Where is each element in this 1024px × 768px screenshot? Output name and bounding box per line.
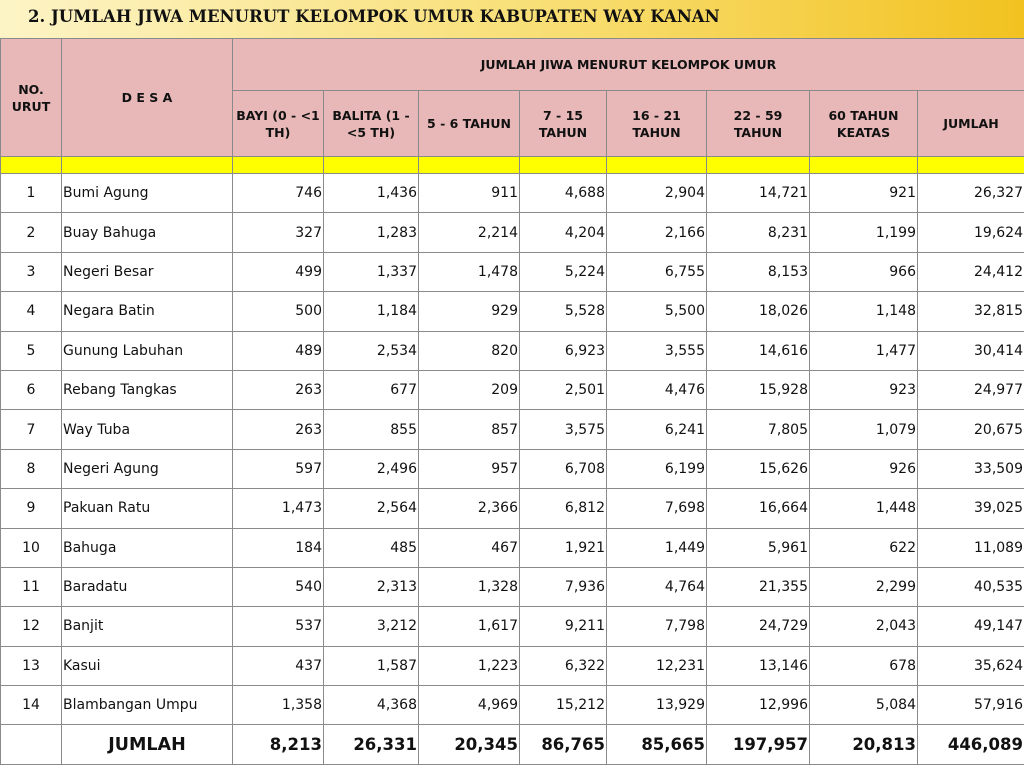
- cell-value: 6,708: [520, 449, 607, 488]
- cell-value: 5,961: [707, 528, 810, 567]
- desa-name: Kasui: [62, 646, 233, 685]
- cell-value: 6,322: [520, 646, 607, 685]
- cell-value: 4,368: [324, 686, 419, 725]
- cell-value: 2,501: [520, 370, 607, 409]
- cell-value: 14,721: [707, 174, 810, 213]
- cell-value: 15,928: [707, 370, 810, 409]
- table-row: [1, 252, 1024, 291]
- table-row: [1, 449, 1024, 488]
- cell-value: 677: [324, 370, 419, 409]
- table-row: [1, 213, 1024, 252]
- cell-value: 15,626: [707, 449, 810, 488]
- cell-value: 499: [233, 252, 324, 291]
- cell-value: 32,815: [918, 292, 1024, 331]
- cell-value: 1,079: [810, 410, 918, 449]
- cell-value: 6,923: [520, 331, 607, 370]
- cell-value: 1,148: [810, 292, 918, 331]
- table-row: [1, 331, 1024, 370]
- cell-value: 9,211: [520, 607, 607, 646]
- desa-name: Negara Batin: [62, 292, 233, 331]
- total-value: 8,213: [233, 725, 324, 765]
- cell-value: 8,153: [707, 252, 810, 291]
- cell-value: 24,729: [707, 607, 810, 646]
- desa-name: Baradatu: [62, 567, 233, 606]
- cell-value: 13,146: [707, 646, 810, 685]
- cell-value: 678: [810, 646, 918, 685]
- table-row: [1, 646, 1024, 685]
- cell-value: 39,025: [918, 489, 1024, 528]
- cell-value: 12,231: [607, 646, 707, 685]
- cell-value: 2,043: [810, 607, 918, 646]
- cell-value: 7,698: [607, 489, 707, 528]
- cell-value: 263: [233, 370, 324, 409]
- total-value: 20,345: [419, 725, 520, 765]
- row-number: 8: [1, 449, 62, 488]
- cell-value: 49,147: [918, 607, 1024, 646]
- total-label: JUMLAH: [62, 725, 233, 765]
- desa-name: Banjit: [62, 607, 233, 646]
- cell-value: 11,089: [918, 528, 1024, 567]
- desa-name: Negeri Besar: [62, 252, 233, 291]
- cell-value: 537: [233, 607, 324, 646]
- row-number: 3: [1, 252, 62, 291]
- cell-value: 209: [419, 370, 520, 409]
- cell-value: 6,755: [607, 252, 707, 291]
- cell-value: 8,231: [707, 213, 810, 252]
- total-value: 86,765: [520, 725, 607, 765]
- cell-value: 746: [233, 174, 324, 213]
- separator-row: [1, 157, 1024, 174]
- cell-value: 7,936: [520, 567, 607, 606]
- cell-value: 2,366: [419, 489, 520, 528]
- cell-value: 489: [233, 331, 324, 370]
- table-row: [1, 370, 1024, 409]
- cell-value: 4,476: [607, 370, 707, 409]
- header-col-60-keatas: 60 TAHUN KEATAS: [810, 91, 918, 157]
- cell-value: 911: [419, 174, 520, 213]
- cell-value: 21,355: [707, 567, 810, 606]
- table-row: [1, 410, 1024, 449]
- cell-value: 7,798: [607, 607, 707, 646]
- table-row: [1, 686, 1024, 725]
- cell-value: 820: [419, 331, 520, 370]
- header-desa: D E S A: [62, 39, 233, 157]
- cell-value: 1,587: [324, 646, 419, 685]
- cell-value: 966: [810, 252, 918, 291]
- title-bar: [0, 0, 1024, 38]
- row-number: 14: [1, 686, 62, 725]
- cell-value: 40,535: [918, 567, 1024, 606]
- table-row: [1, 567, 1024, 606]
- header-col-7-15: 7 - 15 TAHUN: [520, 91, 607, 157]
- cell-value: 14,616: [707, 331, 810, 370]
- cell-value: 540: [233, 567, 324, 606]
- desa-name: Buay Bahuga: [62, 213, 233, 252]
- cell-value: 1,436: [324, 174, 419, 213]
- cell-value: 3,555: [607, 331, 707, 370]
- cell-value: 15,212: [520, 686, 607, 725]
- cell-value: 1,358: [233, 686, 324, 725]
- desa-name: Gunung Labuhan: [62, 331, 233, 370]
- total-value: 197,957: [707, 725, 810, 765]
- cell-value: 1,448: [810, 489, 918, 528]
- cell-value: 12,996: [707, 686, 810, 725]
- desa-name: Bahuga: [62, 528, 233, 567]
- cell-value: 5,224: [520, 252, 607, 291]
- cell-value: 4,764: [607, 567, 707, 606]
- cell-value: 923: [810, 370, 918, 409]
- cell-value: 957: [419, 449, 520, 488]
- cell-value: 2,166: [607, 213, 707, 252]
- cell-value: 2,313: [324, 567, 419, 606]
- row-number: 7: [1, 410, 62, 449]
- cell-value: 5,500: [607, 292, 707, 331]
- page-title: 2. JUMLAH JIWA MENURUT KELOMPOK UMUR KABUPATEN WAY KANAN: [28, 7, 720, 26]
- cell-value: 1,478: [419, 252, 520, 291]
- cell-value: 184: [233, 528, 324, 567]
- header-col-16-21: 16 - 21 TAHUN: [607, 91, 707, 157]
- cell-value: 20,675: [918, 410, 1024, 449]
- cell-value: 1,921: [520, 528, 607, 567]
- cell-value: 35,624: [918, 646, 1024, 685]
- cell-value: 24,977: [918, 370, 1024, 409]
- cell-value: 1,199: [810, 213, 918, 252]
- cell-value: 500: [233, 292, 324, 331]
- cell-value: 2,299: [810, 567, 918, 606]
- row-number: 12: [1, 607, 62, 646]
- cell-value: 18,026: [707, 292, 810, 331]
- cell-value: 13,929: [607, 686, 707, 725]
- cell-value: 3,575: [520, 410, 607, 449]
- header-group: JUMLAH JIWA MENURUT KELOMPOK UMUR: [233, 39, 1024, 91]
- header-no: NO. URUT: [1, 39, 62, 157]
- table-row: [1, 607, 1024, 646]
- cell-value: 24,412: [918, 252, 1024, 291]
- desa-name: Bumi Agung: [62, 174, 233, 213]
- cell-value: 921: [810, 174, 918, 213]
- cell-value: 467: [419, 528, 520, 567]
- cell-value: 5,084: [810, 686, 918, 725]
- header-col-jumlah: JUMLAH: [918, 91, 1024, 157]
- row-number: 1: [1, 174, 62, 213]
- cell-value: 2,904: [607, 174, 707, 213]
- cell-value: 2,564: [324, 489, 419, 528]
- cell-value: 857: [419, 410, 520, 449]
- cell-value: 1,184: [324, 292, 419, 331]
- cell-value: 19,624: [918, 213, 1024, 252]
- desa-name: Pakuan Ratu: [62, 489, 233, 528]
- cell-value: 1,328: [419, 567, 520, 606]
- header-row-group: [1, 39, 1024, 91]
- cell-value: 33,509: [918, 449, 1024, 488]
- total-value: 20,813: [810, 725, 918, 765]
- cell-value: 6,812: [520, 489, 607, 528]
- cell-value: 597: [233, 449, 324, 488]
- cell-value: 6,199: [607, 449, 707, 488]
- cell-value: 5,528: [520, 292, 607, 331]
- total-empty-cell: [1, 725, 62, 765]
- row-number: 6: [1, 370, 62, 409]
- row-number: 5: [1, 331, 62, 370]
- row-number: 4: [1, 292, 62, 331]
- row-number: 13: [1, 646, 62, 685]
- cell-value: 4,688: [520, 174, 607, 213]
- cell-value: 263: [233, 410, 324, 449]
- table-row: [1, 174, 1024, 213]
- desa-name: Blambangan Umpu: [62, 686, 233, 725]
- table-row: [1, 292, 1024, 331]
- cell-value: 4,969: [419, 686, 520, 725]
- cell-value: 1,223: [419, 646, 520, 685]
- desa-name: Rebang Tangkas: [62, 370, 233, 409]
- cell-value: 1,477: [810, 331, 918, 370]
- cell-value: 622: [810, 528, 918, 567]
- cell-value: 1,283: [324, 213, 419, 252]
- row-number: 10: [1, 528, 62, 567]
- row-number: 11: [1, 567, 62, 606]
- cell-value: 926: [810, 449, 918, 488]
- cell-value: 437: [233, 646, 324, 685]
- header-col-22-59: 22 - 59 TAHUN: [707, 91, 810, 157]
- row-number: 9: [1, 489, 62, 528]
- total-value: 446,089: [918, 725, 1024, 765]
- desa-name: Way Tuba: [62, 410, 233, 449]
- cell-value: 485: [324, 528, 419, 567]
- cell-value: 7,805: [707, 410, 810, 449]
- total-value: 85,665: [607, 725, 707, 765]
- header-col-balita: BALITA (1 - <5 TH): [324, 91, 419, 157]
- desa-name: Negeri Agung: [62, 449, 233, 488]
- cell-value: 26,327: [918, 174, 1024, 213]
- cell-value: 1,449: [607, 528, 707, 567]
- header-col-bayi: BAYI (0 - <1 TH): [233, 91, 324, 157]
- cell-value: 1,617: [419, 607, 520, 646]
- header-col-5-6: 5 - 6 TAHUN: [419, 91, 520, 157]
- cell-value: 327: [233, 213, 324, 252]
- cell-value: 16,664: [707, 489, 810, 528]
- cell-value: 929: [419, 292, 520, 331]
- cell-value: 57,916: [918, 686, 1024, 725]
- table-row: [1, 489, 1024, 528]
- total-value: 26,331: [324, 725, 419, 765]
- cell-value: 4,204: [520, 213, 607, 252]
- cell-value: 2,214: [419, 213, 520, 252]
- cell-value: 1,337: [324, 252, 419, 291]
- cell-value: 2,534: [324, 331, 419, 370]
- table-row: [1, 528, 1024, 567]
- cell-value: 2,496: [324, 449, 419, 488]
- cell-value: 855: [324, 410, 419, 449]
- cell-value: 3,212: [324, 607, 419, 646]
- total-row: [1, 725, 1024, 765]
- cell-value: 6,241: [607, 410, 707, 449]
- row-number: 2: [1, 213, 62, 252]
- cell-value: 1,473: [233, 489, 324, 528]
- cell-value: 30,414: [918, 331, 1024, 370]
- population-table: [0, 38, 1024, 765]
